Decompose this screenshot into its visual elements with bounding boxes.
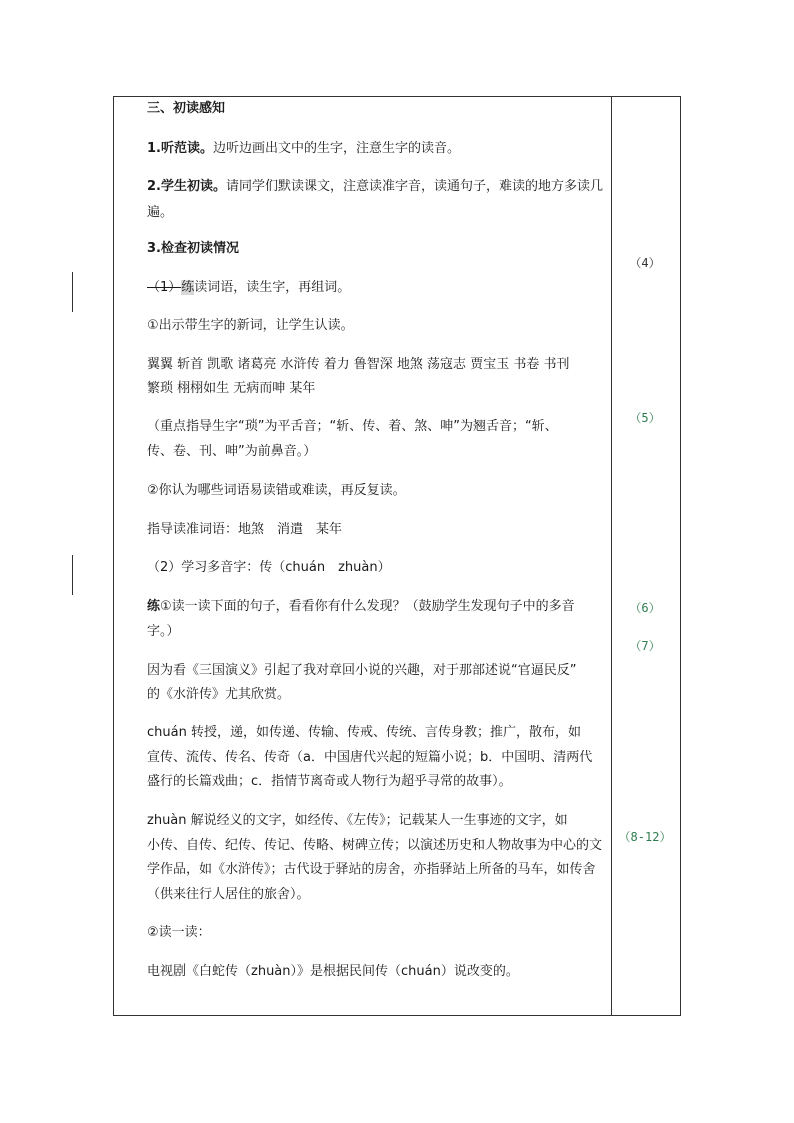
sentence-line-1: 因为看《三国演义》引起了我对章回小说的兴趣，对于那部述说“官逼民反”: [147, 663, 577, 678]
practice-line-2: 字。）: [147, 624, 180, 639]
practice-text-1: ①读一读下面的句子，看看你有什么发现？（鼓励学生发现句子中的多音: [160, 599, 575, 614]
guide-words: 指导读准词语：地煞 消遣 某年: [147, 522, 343, 537]
practice-mark: 练: [147, 599, 161, 614]
margin-change-bar: [72, 555, 73, 595]
item-3: ②读一读：: [147, 925, 211, 940]
item-1: ①出示带生字的新词，让学生认读。: [147, 318, 354, 333]
margin-change-bar: [72, 272, 73, 312]
note-6: （6）: [629, 601, 661, 615]
words-line-1: 翼翼 斩首 凯歌 诸葛亮 水浒传 着力 鲁智深 地煞 荡寇志 贾宝玉 书卷 书刊: [147, 357, 570, 372]
note-8-12: （8-12）: [618, 830, 672, 844]
deleted-text: （1）: [147, 280, 182, 295]
column-divider: [611, 97, 612, 1015]
guide-line-1: （重点指导生字“琐”为平舌音；“斩、传、着、煞、呻”为翘舌音；“斩、: [147, 419, 558, 434]
note-5: （5）: [629, 411, 661, 425]
step-2: [147, 174, 609, 226]
step-1-text: 边听边画出文中的生字，注意生字的读音。: [212, 141, 460, 156]
chuan-line-3: 盛行的长篇戏曲；c．指情节离奇或人物行为超乎寻常的故事）。: [147, 774, 512, 789]
zhuan-line-1: zhuàn 解说经义的文字，如经传、《左传》；记载某人一生事迹的文字，如: [147, 813, 568, 828]
sub-item-1-text: 读词语，读生字，再组词。: [194, 280, 351, 295]
step-3: 3.检查初读情况: [147, 241, 239, 256]
step-2-label: 2.学生初读。: [147, 179, 226, 194]
sub-item-1: [147, 275, 609, 301]
note-7: （7）: [629, 639, 661, 653]
final-line: 电视剧《白蛇传（zhuàn）》是根据民间传（chuán）说改变的。: [147, 964, 519, 979]
zhuan-line-2: 小传、自传、纪传、传记、传略、树碑立传；以演述历史和人物故事为中心的文: [147, 838, 603, 853]
highlighted-text: 练: [181, 280, 195, 295]
item-2: ②你认为哪些词语易读错或难读，再反复读。: [147, 483, 406, 498]
step-1: [147, 136, 609, 162]
sentence-line-2: 的《水浒传》尤其欣赏。: [147, 687, 291, 702]
practice-line-1: [147, 594, 609, 620]
chuan-line-2: 宣传、流传、传名、传奇（a．中国唐代兴起的短篇小说；b．中国明、清两代: [147, 750, 593, 765]
words-line-2: 繁琐 栩栩如生 无病而呻 某年: [147, 381, 316, 396]
step-1-label: 1.听范读。: [147, 141, 213, 156]
note-4: （4）: [629, 256, 661, 270]
zhuan-line-4: （供来往行人居住的旅舍）。: [147, 887, 310, 902]
chuan-line-1: chuán 转授，递，如传递、传输、传戒、传统、言传身教；推广，散布，如: [147, 725, 581, 740]
zhuan-line-3: 学作品，如《水浒传》；古代设于驿站的房舍，亦指驿站上所备的马车，如传舍: [147, 862, 596, 877]
step-2-text: 请同学们默读课文，注意读准字音，读通句子，难读的地方多读几遍。: [147, 179, 603, 220]
section-title: 三、初读感知: [147, 101, 226, 116]
sub-item-2: （2）学习多音字：传（chuán zhuàn）: [147, 560, 391, 575]
guide-line-2: 传、卷、刊、呻”为前鼻音。）: [147, 444, 317, 459]
